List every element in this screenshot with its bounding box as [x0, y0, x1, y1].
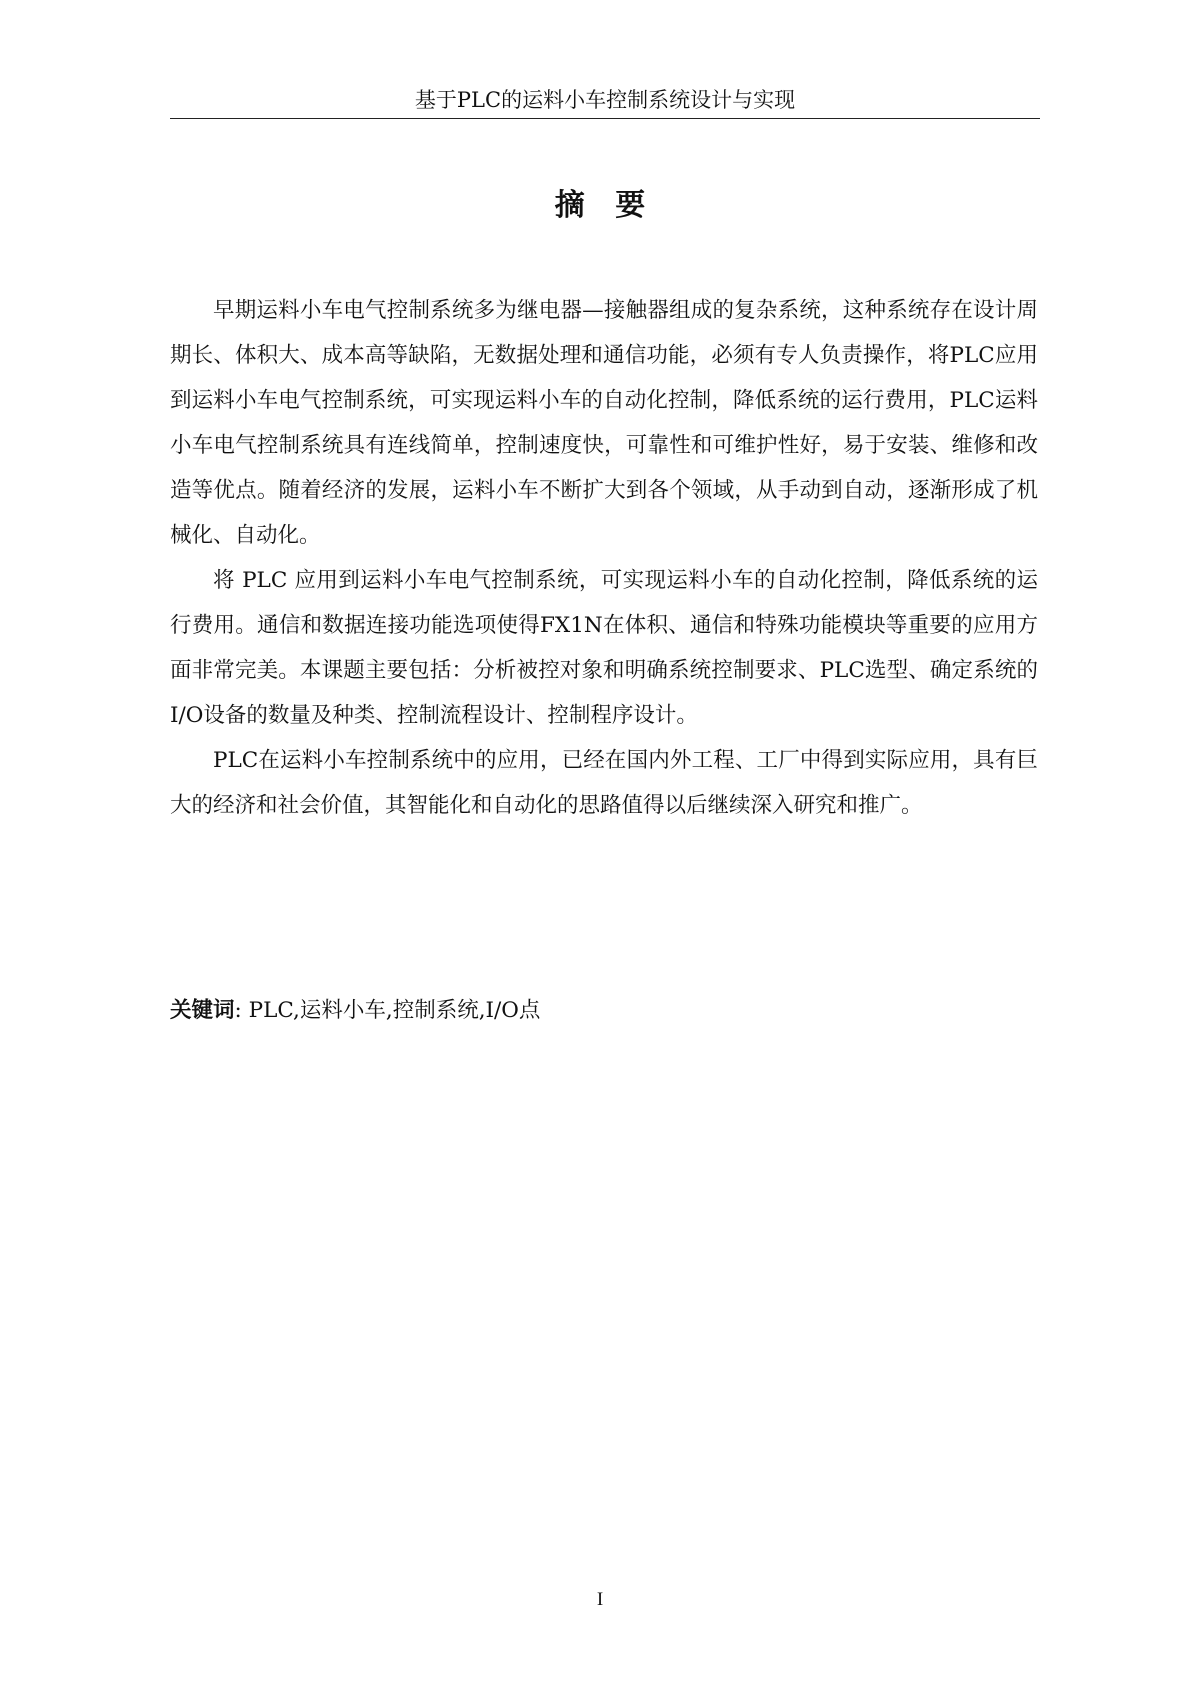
- abstract-paragraph-1: 早期运料小车电气控制系统多为继电器—接触器组成的复杂系统，这种系统存在设计周期长、体积大、成本高等缺陷，无数据处理和通信功能，必须有专人负责操作，将PLC应用到运料小车电气控制系统，可实现运料小车的自动化控制，降低系统的运行费用，PLC运料小车电气控制系统具有连线简单，控制速度快，可靠性和可维护性好，易于安装、维修和改造等优点。随着经济的发展，运料小车不断扩大到各个领域，从手动到自动，逐渐形成了机械化、自动化。: [170, 298, 1038, 548]
- running-header: 基于PLC的运料小车控制系统设计与实现: [414, 88, 796, 112]
- abstract-paragraph-2: 将 PLC 应用到运料小车电气控制系统，可实现运料小车的自动化控制，降低系统的运行费用。通信和数据连接功能选项使得FX1N在体积、通信和特殊功能模块等重要的应用方面非常完美。本课题主要包括：分析被控对象和明确系统控制要求、PLC选型、确定系统的I/O设备的数量及种类、控制流程设计、控制程序设计。: [170, 568, 1038, 728]
- keywords-line: [170, 995, 1038, 1027]
- keywords-separator: :: [234, 998, 242, 1023]
- page-number: I: [596, 1589, 604, 1610]
- abstract-body: [170, 288, 1038, 828]
- keywords-label: 关键词: [170, 998, 235, 1023]
- header-rule: [170, 118, 1040, 119]
- keywords-values: PLC,运料小车,控制系统,I/O点: [248, 998, 541, 1023]
- abstract-title: 摘 要: [554, 188, 656, 223]
- abstract-paragraph-3: PLC在运料小车控制系统中的应用，已经在国内外工程、工厂中得到实际应用，具有巨大的经济和社会价值，其智能化和自动化的思路值得以后继续深入研究和推广。: [170, 748, 1038, 818]
